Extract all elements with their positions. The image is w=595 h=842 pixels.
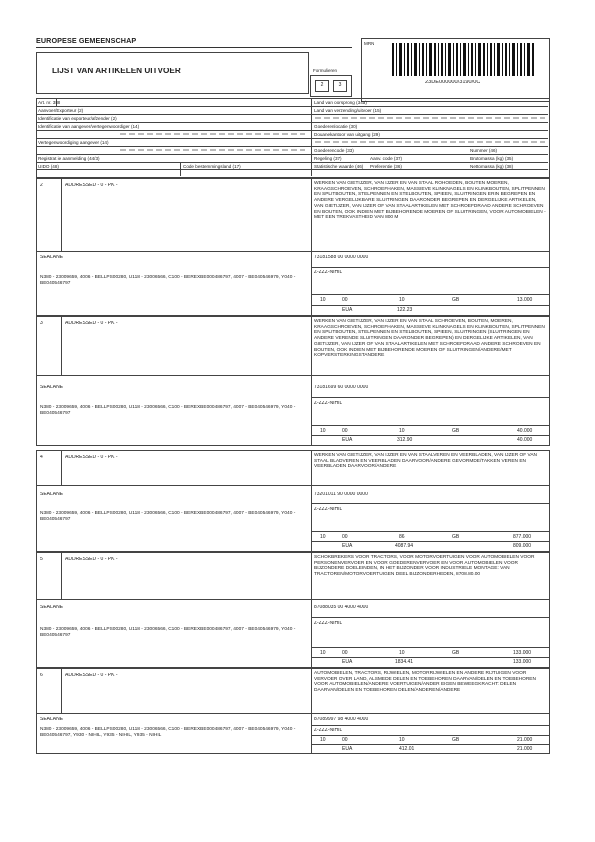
article-net: 4087.94: [395, 543, 414, 549]
value-label: Statistische waarde (46): [314, 164, 364, 169]
document-title: LIJST VAN ARTIKELEN UITVOER: [52, 68, 181, 73]
gross-mass-label: Brutomassa (kg) (35): [470, 156, 514, 161]
article-qty2: 00: [342, 297, 348, 303]
origin-country-label: Land van oorsprong (34a): [314, 100, 367, 105]
article-description: AUTOMOBIELEN, TRACTORS, RIJWIELEN, MOTORRIJWIELEN EN ANDERE RIJTUIGEN VOOR VERVOER OVER LAND, ALSMEDE DELEN EN TOEBEHOREN DAARVAN/DELEN EN TOEBEHOREN VOOR AUTOMOBIELEN/ANDERE VOERTUIGEN/ANDER EIGEN BEWEEGKRACHT: DELEN DAARVAN/DELEN EN TOEBEHOREN DELEN/ANDEREN/ANDERE: [314, 671, 536, 694]
article-address: ADDRESSED - 0 - PK -: [65, 183, 118, 188]
article-qty1: 10: [320, 737, 326, 743]
article-country: Z-ZZZ-NIHIL: [314, 270, 343, 275]
grid-row-line: [36, 169, 548, 170]
article-unit: GB: [452, 650, 460, 656]
article-gross: 877.000: [513, 534, 532, 540]
country-code-label: Code bestemmingsland (17): [183, 164, 241, 169]
article-seal: SEALANE: [40, 385, 64, 390]
udo-label: UIDO (48): [38, 164, 59, 169]
header-rule: [36, 47, 352, 48]
receiver-label: Registrat ie aanmelding (44/3): [38, 156, 100, 161]
article-country: Z-ZZZ-NIHIL: [314, 621, 343, 626]
article-address: ADDRESSED - 0 - PK -: [65, 455, 118, 460]
grid-row-line: [36, 154, 548, 155]
article-qty3: 10: [399, 428, 405, 434]
article-block: [36, 316, 550, 446]
repr-label: Vertegenwoordiging aangever (14): [38, 140, 109, 145]
article-block: [36, 668, 550, 754]
article-qty1: 10: [320, 297, 326, 303]
article-net: 122.23: [397, 307, 413, 313]
procedure-label: Aanv. code (37): [370, 156, 403, 161]
article-unit: GB: [452, 534, 460, 540]
article-unit2: EUA: [342, 659, 353, 665]
grid-row-line: [36, 106, 548, 107]
article-reference: N380 - 23009659, 4006 - BELLPS00280, U118 - 23006566, C100 - BEREXBE000486797, 4007 - BE040546979, Y040 - BE040546797: [40, 627, 296, 638]
redacted-line: [315, 141, 545, 143]
article-unit2: EUA: [342, 543, 353, 549]
article-seal: SEALANE: [40, 255, 64, 260]
regime-label: Regeling (37): [314, 156, 342, 161]
art-no-label: Art. nr. 388: [38, 100, 61, 105]
article-unit: GB: [452, 297, 460, 303]
article-description: WERKEN VAN GIETIJZER, VAN IJZER EN VAN STAAL ROHOEDEN, BOUTEN MOEREN, KRAAGSCHROEVEN, SCHROEFHAKEN, MASSIEVE KLINKNAGELS EN KLINKBOUTEN, SPLITPENNEN EN SPLITBOUTEN, STELPENNEN EN STELBOUTEN, SPIEEN, SLUITRINGEN ERIN BEGREPEN EN ANDERE VERGELIJKBARE SLUITRINGEN DAARONDER BEGREPEN EN DERGELIJKE ARTIKELEN, VAN GIETIJZER, VAN IJZER OF VAN STAALARTIKELEN MET SCHROEFDRAAD ANDERE SCHROEVEN EN BOUTEN, OOK INDIEN MET BIJBEHORENDE MOEREN OF SLUITRINGEN, VOOR AUTOMOBIELEN - MET EEN TREKVASTHEID VAN 800 M: [314, 181, 546, 221]
mrn-number: 23DE000000/3190/0C: [425, 80, 481, 85]
article-code: 73181699 60 0000 0000: [314, 385, 369, 390]
article-code: 87088035 00 4000 4000: [314, 605, 369, 610]
article-qty1: 10: [320, 534, 326, 540]
net-mass-label: Nettomassa (kg) (38): [470, 164, 514, 169]
form-number-box: [310, 68, 352, 97]
article-reference: N380 - 23009659, 4006 - BELLPS00280, U118 - 23006566, C100 - BEREXBE000486797, 4007 - BE040546979, Y040 - BE040546797: [40, 275, 296, 286]
article-net: 412.01: [399, 746, 415, 752]
article-number: 4: [40, 455, 43, 460]
article-extra: 133.000: [513, 659, 532, 665]
redacted-line: [120, 149, 305, 151]
grid-row-line: [36, 146, 548, 147]
article-qty3: 86: [399, 534, 405, 540]
article-reference: N380 - 23009659, 4006 - BELLPS00280, U118 - 23006566, C100 - BEREXBE000486797, 4007 - BE040546979, Y040 - BE040546797: [40, 511, 296, 522]
article-gross: 21.000: [517, 737, 533, 743]
article-qty2: 00: [342, 650, 348, 656]
customs-label: Douanekantoor van uitgang (29): [314, 132, 380, 137]
pref-label: Preferentie (36): [370, 164, 402, 169]
article-country: Z-ZZZ-NIHIL: [314, 507, 343, 512]
form-number-total: 3: [333, 80, 347, 92]
article-country: Z-ZZZ-NIHIL: [314, 401, 343, 406]
article-seal: SEALANE: [40, 605, 64, 610]
article-block: [36, 178, 550, 316]
grid-row-line: [36, 114, 548, 115]
article-qty3: 10: [399, 737, 405, 743]
article-qty1: 10: [320, 650, 326, 656]
mrn-label: MRN: [364, 41, 375, 46]
form-number-label: Formulieren: [313, 68, 338, 73]
article-code: 73201011 90 0000 0000: [314, 492, 368, 497]
article-number: 5: [40, 557, 43, 562]
barcode-image: [392, 43, 534, 76]
grid-row-line: [36, 162, 548, 163]
article-address: ADDRESSED - 0 - PK -: [65, 557, 118, 562]
article-description: WERKEN VAN GIETIJZER, VAN IJZER EN VAN STAAL SCHROEVEN, BOUTEN, MOEREN, KRAAGSCHROEVEN, SCHROEFHAKEN, MASSIEVE KLINKNAGELS EN KLINKBOUTEN, SPLITPENNEN EN SPLITBOUTEN, STELPENNEN EN STELBOUTEN, SPIEEN, SLUITRINGEN (SLUITRINGEN EN ANDERE VERENDE SLUITRINGEN DAARONDER BEGREPEN) EN DERGELIJKE ARTIKELEN, VAN GIETIJZER, VAN IJZER OF VAN STAALARTIKELEN MET SCHROEFDRAAD ANDERE SCHROEVEN EN BOUTEN, OOK INDIEN MET BIJBEHORENDE MOEREN OF SLUITRINGEN/ANDERE/MET KOPVERSTERKINGSTANDERE: [314, 319, 545, 359]
article-qty2: 00: [342, 737, 348, 743]
article-description: SCHOKBREKERS VOOR TRACTORS, VOOR MOTORVOERTUIGEN VOOR AUTOMOBIELEN VOOR PERSONENVERVOER EN VOOR GOEDERENVERVOER EN VOOR AUTOMOBIELEN VOOR BIJZONDERE DOELEINDEN, IN HET BIJZONDER VOOR INDUSTRIELE MONTAGE: VAN TRACTOREN/MOTORVOERTUIGEN DEEL BIJZONDERHEDEN, 8708.80.00: [314, 555, 535, 578]
article-number: 6: [40, 673, 43, 678]
article-block: [36, 552, 550, 668]
grid-row-line: [36, 138, 548, 139]
article-unit2: EUA: [342, 307, 353, 313]
article-number: 3: [40, 321, 43, 326]
title-box: [36, 52, 309, 94]
article-number: 2: [40, 183, 43, 188]
grid-col-line: [311, 98, 312, 176]
community-label: EUROPESE GEMEENSCHAP: [36, 38, 137, 43]
article-gross: 40.000: [517, 428, 533, 434]
article-unit: GB: [452, 737, 460, 743]
nr-label: Nummer (46): [470, 148, 498, 153]
package-label: Goederencode (33): [314, 148, 354, 153]
ident-label: Identificatie van exporteur/afzender (2): [38, 116, 117, 121]
form-number-current: 2: [315, 80, 329, 92]
article-extra: 21.000: [517, 746, 533, 752]
grid-row-line: [36, 122, 548, 123]
article-gross: 13.000: [517, 297, 533, 303]
goods-location-label: Goederenlocatie (30): [314, 124, 358, 129]
ident2-label: Identificatie van aangever/vertegenwoordiger (14): [38, 124, 140, 129]
article-qty2: 00: [342, 534, 348, 540]
sender-label: Aanvoer/Exporteur (2): [38, 108, 84, 113]
article-qty3: 10: [399, 297, 405, 303]
article-address: ADDRESSED - 0 - PK -: [65, 321, 118, 326]
article-gross: 133.000: [513, 650, 532, 656]
article-code: 87089997 98 4000 4000: [314, 717, 369, 722]
article-qty3: 10: [399, 650, 405, 656]
grid-row-line: [36, 130, 548, 131]
article-qty1: 10: [320, 428, 326, 434]
article-code: 73181588 00 0000 0000: [314, 255, 369, 260]
article-extra: 809.000: [513, 543, 532, 549]
article-reference: N380 - 23009659, 4006 - BELLPS00280, U118 - 23006566, C100 - BEREXBE000486797, 4007 - BE040546979, Y040 - BE040546797: [40, 405, 296, 416]
article-net: 1834.41: [395, 659, 414, 665]
article-extra: 40.000: [517, 437, 533, 443]
article-description: WERKEN VAN GIETIJZER, VAN IJZER EN VAN STAALVEREN EN VEERBLADEN, VAN IJZER OF VAN STAAL BLADVEREN EN VEERBLADEN DAARVOOR/ANDERE GEVORMDE/TAKKEN VEREN EN VEERBLADEN DAARVOOR/ANDERE: [314, 453, 538, 470]
article-seal: SEALANE: [40, 492, 64, 497]
article-unit: GB: [452, 428, 460, 434]
article-country: Z-ZZZ-NIHIL: [314, 728, 343, 733]
grid-col-line: [180, 162, 181, 176]
article-block: [36, 450, 550, 552]
article-unit2: EUA: [342, 746, 353, 752]
redacted-line: [315, 117, 545, 119]
article-unit2: EUA: [342, 437, 353, 443]
article-address: ADDRESSED - 0 - PK -: [65, 673, 118, 678]
article-qty2: 00: [342, 428, 348, 434]
redacted-line: [120, 133, 305, 135]
article-net: 312.90: [397, 437, 413, 443]
article-reference: N380 - 23009659, 4006 - BELLPS00280, U118 - 23006566, C100 - BEREXBE000486797, 4007 - BE040546979, Y040 - BE040546797, Y930 - NIHIL, Y935 - NIHIL, Y935 - NIHIL: [40, 727, 296, 738]
transport-country-label: Land van verzending/uitvoer (15): [314, 108, 382, 113]
article-seal: SEALANE: [40, 717, 64, 722]
